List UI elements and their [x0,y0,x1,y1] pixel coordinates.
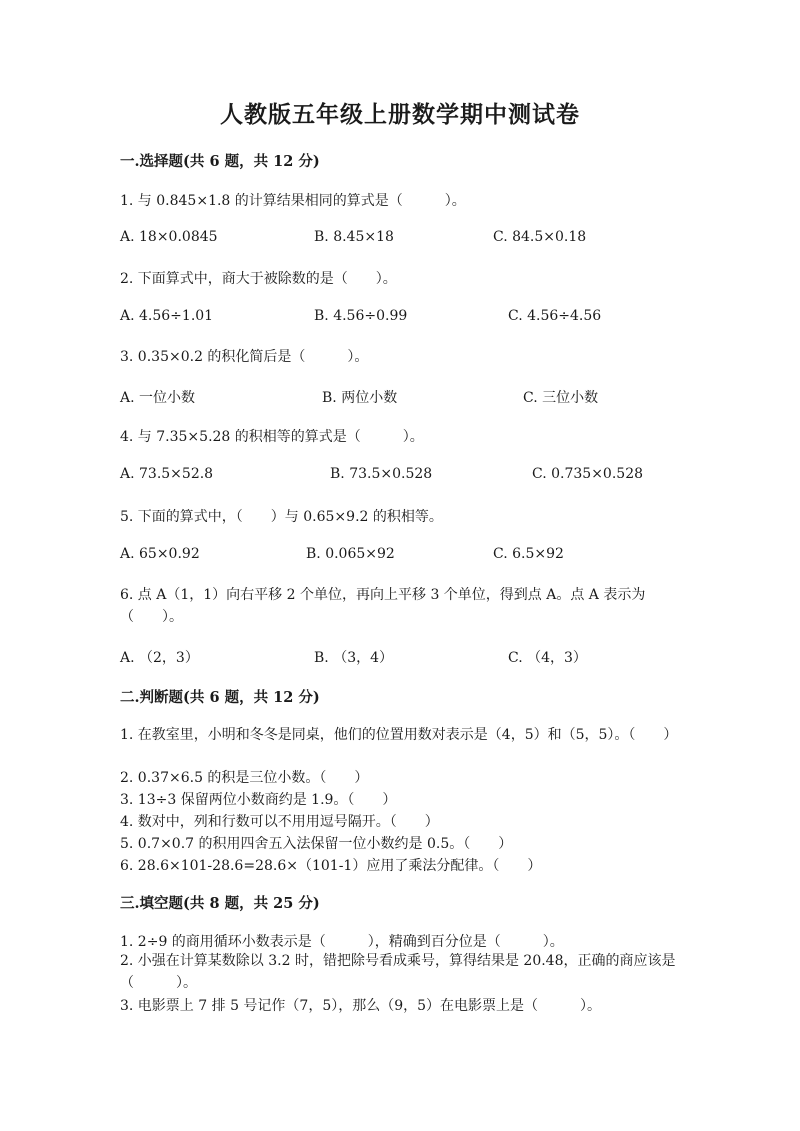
question-1-option-a: A. 18×0.0845 [120,229,218,245]
fill-in-item-3: 3. 电影票上 7 排 5 号记作（7，5），那么（9，5）在电影票上是（ ）。 [120,998,602,1014]
question-3-option-b: B. 两位小数 [322,390,398,406]
question-1-option-b: B. 8.45×18 [314,229,394,245]
judgment-item-1: 1. 在教室里，小明和冬冬是同桌，他们的位置用数对表示是（4，5）和（5，5）。（ ） [120,727,678,743]
page-title: 人教版五年级上册数学期中测试卷 [220,101,580,128]
question-4: 4. 与 7.35×5.28 的积相等的算式是（ ）。 [120,429,424,445]
question-6-option-a: A. （2，3） [120,650,199,666]
question-2: 2. 下面算式中，商大于被除数的是（ ）。 [120,271,397,287]
section-heading-choice: 一.选择题(共 6 题，共 12 分) [120,153,320,170]
judgment-item-6: 6. 28.6×101-28.6=28.6×（101-1）应用了乘法分配律。（ ） [120,858,542,874]
judgment-item-2: 2. 0.37×6.5 的积是三位小数。（ ） [120,770,369,786]
question-6: 6. 点 A（1，1）向右平移 2 个单位，再向上平移 3 个单位，得到点 A。点 A 表示为（ ）。 [120,587,646,625]
question-1-option-c: C. 84.5×0.18 [493,229,587,245]
question-4-option-b: B. 73.5×0.528 [330,466,433,482]
section-heading-fill-in: 三.填空题(共 8 题，共 25 分) [120,895,320,912]
question-5-option-c: C. 6.5×92 [493,546,564,562]
question-4-option-a: A. 73.5×52.8 [120,466,214,482]
section-heading-judgment: 二.判断题(共 6 题，共 12 分) [120,689,320,706]
question-3-option-a: A. 一位小数 [120,390,196,406]
question-6-option-c: C. （4，3） [508,650,587,666]
question-3-option-c: C. 三位小数 [523,390,599,406]
fill-in-item-1: 1. 2÷9 的商用循环小数表示是（ ），精确到百分位是（ ）。 [120,934,564,950]
question-5-option-b: B. 0.065×92 [306,546,395,562]
question-5: 5. 下面的算式中，（ ）与 0.65×9.2 的积相等。 [120,509,443,525]
fill-in-item-2: 2. 小强在计算某数除以 3.2 时，错把除号看成乘号，算得结果是 20.48，正确的商应该是（ ）。 [120,953,676,991]
judgment-item-5: 5. 0.7×0.7 的积用四舍五入法保留一位小数约是 0.5。（ ） [120,836,513,852]
question-2-option-c: C. 4.56÷4.56 [508,308,602,324]
judgment-item-4: 4. 数对中，列和行数可以不用用逗号隔开。（ ） [120,814,439,830]
judgment-item-3: 3. 13÷3 保留两位小数商约是 1.9。（ ） [120,792,397,808]
question-4-option-c: C. 0.735×0.528 [532,466,644,482]
question-2-option-b: B. 4.56÷0.99 [314,308,408,324]
question-3: 3. 0.35×0.2 的积化简后是（ ）。 [120,349,369,365]
question-6-option-b: B. （3，4） [314,650,394,666]
question-1: 1. 与 0.845×1.8 的计算结果相同的算式是（ ）。 [120,193,466,209]
question-5-option-a: A. 65×0.92 [120,546,200,562]
question-2-option-a: A. 4.56÷1.01 [120,308,214,324]
